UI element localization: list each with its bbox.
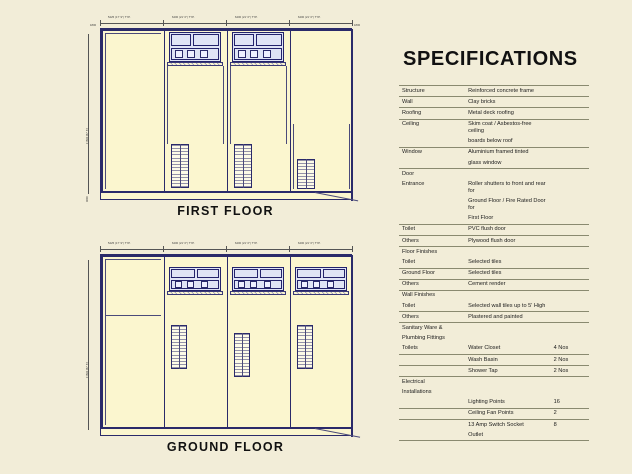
spec-key: Wall Finishes [402,292,436,299]
spec-qty: 16 [551,398,589,409]
spec-qty [551,387,589,397]
spec-qty [551,214,589,225]
spec-row [399,158,589,169]
spec-value [465,334,551,344]
spec-qty [551,137,589,148]
spec-row [399,344,589,355]
spec-value: Reinforced concrete frame [465,86,551,97]
spec-key: Electrical [402,378,425,385]
spec-row [399,312,589,323]
spec-key: Ground Floor [399,268,465,279]
spec-key [399,137,465,148]
spec-row [399,290,589,301]
spec-key: Toilet [399,301,465,312]
spec-qty [551,312,589,323]
dimension-label: 5425 (17' 9") TYP. [108,16,131,19]
spec-qty [551,179,589,196]
spec-qty [551,301,589,312]
spec-key: Others [399,279,465,290]
spec-value [465,377,551,388]
spec-qty [551,247,589,258]
spec-key [399,398,465,409]
spec-value: Cement render [465,279,551,290]
spec-key: Door [402,170,415,177]
spec-key: Toilet [399,224,465,235]
spec-key: Toilet [399,257,465,268]
spec-value: PVC flush door [465,224,551,235]
spec-qty [551,334,589,344]
dimension-label: 17500 (57' 5") [86,127,89,144]
spec-value: Wash Basin [465,354,551,365]
ground-floor-title: GROUND FLOOR [166,440,285,454]
dimension-label: 6400 (21' 0") TYP. [298,16,321,19]
spec-value: Aluminium framed tinted [468,149,529,156]
spec-qty [551,147,589,158]
dimension-label: 5425 (17' 9") TYP. [108,242,131,245]
spec-key: Roofing [399,108,465,119]
dimension-label: 1800 [354,24,361,27]
spec-row [399,366,589,377]
spec-key: Window [402,149,422,156]
spec-value: Selected wall tiles up to 5' High [465,301,551,312]
spec-row [399,387,589,397]
dimension-label: 6400 (21' 0") TYP. [172,242,195,245]
spec-row [399,377,589,388]
spec-value: boards below roof [465,137,551,148]
spec-qty [551,158,589,169]
spec-value: Selected tiles [465,257,551,268]
spec-row [399,224,589,235]
spec-row [399,97,589,108]
spec-qty [551,86,589,97]
dimension-label: 17500 (57' 5") [86,361,89,378]
first-floor-left-dimensions [82,34,94,202]
spec-qty [551,257,589,268]
spec-value [465,323,551,334]
spec-row [399,301,589,312]
spec-value: Clay bricks [465,97,551,108]
spec-value: Shower Tap [465,366,551,377]
first-floor-plan-body [100,28,352,200]
spec-qty [551,169,589,180]
spec-value: Outlet [465,430,551,441]
spec-qty [551,279,589,290]
spec-key: Floor Finishes [402,248,438,255]
spec-value: glass window [465,158,551,169]
spec-qty: 4 Nos [551,344,589,355]
spec-key: Ceiling [402,121,420,128]
spec-value: Selected tiles [465,268,551,279]
spec-key [399,366,465,377]
spec-row [399,419,589,430]
spec-key [399,197,465,214]
spec-qty [551,430,589,441]
spec-row [399,137,589,148]
spec-key: Others [399,312,465,323]
spec-row [399,334,589,344]
spec-value: Water Closet [465,344,551,355]
spec-key [399,158,465,169]
spec-row [399,279,589,290]
ground-floor-plan [88,240,363,454]
spec-key: Entrance [402,180,425,187]
spec-value: Ground Floor / Fire Rated Door for [468,198,546,212]
spec-qty [551,236,589,247]
spec-row [399,197,589,214]
specifications-table [399,85,589,441]
first-floor-plan [88,14,363,218]
ground-floor-plan-body [100,254,352,436]
spec-key [399,214,465,225]
specifications-title: SPECIFICATIONS [403,48,578,70]
dimension-label: 6400 (21' 0") TYP. [235,242,258,245]
spec-key: Installations [402,389,432,396]
spec-qty [551,97,589,108]
dimension-label: 6400 (21' 0") TYP. [298,242,321,245]
dimension-label: 6400 (21' 0") TYP. [172,16,195,19]
first-floor-title: FIRST FLOOR [177,204,274,218]
spec-qty [551,290,589,301]
spec-qty [551,197,589,214]
spec-qty: 8 [553,421,557,428]
spec-row [399,108,589,119]
spec-row [399,398,589,409]
first-floor-top-dimensions [88,14,363,28]
spec-key: Others [399,236,465,247]
specifications-panel [399,48,589,441]
spec-qty: 2 [551,408,589,419]
spec-row [399,119,589,137]
ground-floor-top-dimensions [88,240,363,254]
spec-key: Wall [399,97,465,108]
spec-value [465,247,551,258]
spec-value: 13 Amp Switch Socket [468,421,524,428]
spec-value: Ceiling Fan Points [465,408,551,419]
spec-key: Toilets [399,344,465,355]
spec-row [399,430,589,441]
spec-qty [551,268,589,279]
spec-value: Plastered and painted [465,312,551,323]
spec-value: Plywood flush door [465,236,551,247]
spec-row [399,323,589,334]
spec-row [399,268,589,279]
spec-value: Metal deck roofing [465,108,551,119]
spec-value [465,290,551,301]
spec-key [399,408,465,419]
spec-key: Sanitary Ware & [402,324,443,331]
spec-row [399,257,589,268]
spec-qty: 2 Nos [551,366,589,377]
spec-row [399,214,589,225]
spec-row [399,179,589,196]
spec-value: Lighting Points [465,398,551,409]
spec-value [465,387,551,397]
spec-row [399,86,589,97]
spec-row [399,169,589,180]
spec-value: Roller shutters to front and rear for [468,180,546,194]
spec-qty [551,224,589,235]
spec-value: Skim coat / Asbestos-free ceiling [468,121,532,135]
spec-key: Structure [399,86,465,97]
spec-qty [551,119,589,137]
spec-row [399,236,589,247]
spec-row [399,247,589,258]
spec-key [399,354,465,365]
spec-qty: 2 Nos [551,354,589,365]
spec-key: Plumbing Fittings [402,335,445,342]
dimension-label: 6400 (21' 0") TYP. [235,16,258,19]
dimension-label: 1800 [90,24,97,27]
spec-qty [551,377,589,388]
spec-key [399,419,465,430]
spec-row [399,354,589,365]
spec-row [399,147,589,158]
spec-row [399,408,589,419]
spec-value [465,169,551,180]
ground-floor-left-dimensions [82,260,94,430]
spec-key [399,430,465,441]
spec-value: First Floor [465,214,551,225]
spec-qty [551,108,589,119]
dimension-label: 4600 [86,196,89,202]
spec-qty [551,323,589,334]
